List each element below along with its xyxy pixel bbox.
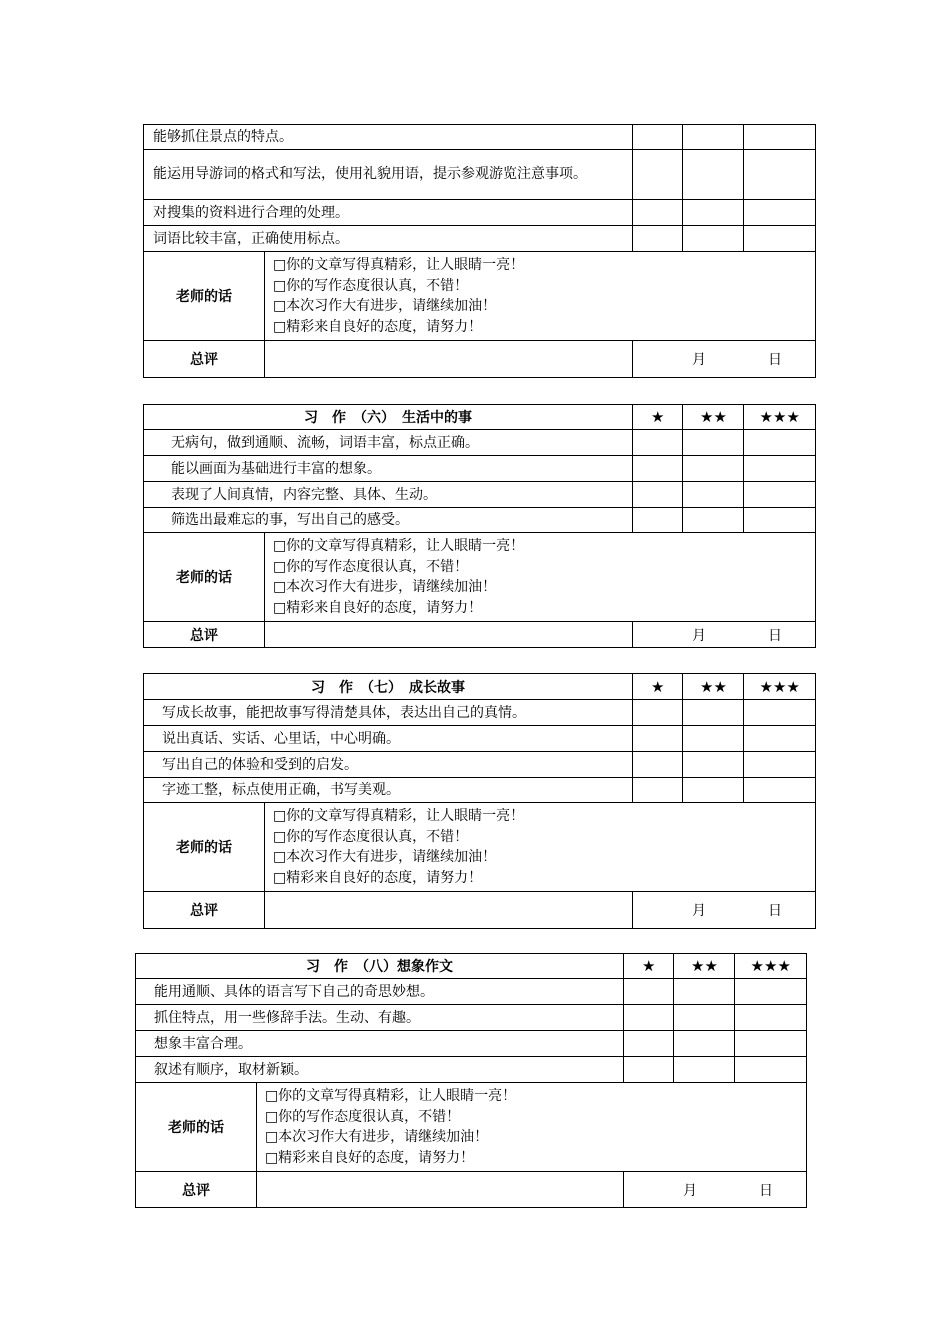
rating-cell-2star[interactable] [683,726,744,752]
summary-field[interactable] [264,341,632,378]
rating-cell-3star[interactable] [744,125,816,150]
rating-cell-1star[interactable] [633,226,683,252]
rating-cell-3star[interactable] [744,430,816,456]
rating-cell-1star[interactable] [633,482,683,508]
criterion: 想象丰富合理。 [136,1031,624,1057]
rating-cell-2star[interactable] [683,778,744,803]
comment-option[interactable]: □你的写作态度很认真，不错！ [272,828,469,845]
rating-cell-3star[interactable] [735,979,807,1005]
rating-cell-1star[interactable] [633,700,683,726]
criterion: 筛选出最难忘的事，写出自己的感受。 [144,508,633,533]
rating-cell-1star[interactable] [623,979,673,1005]
rating-cell-1star[interactable] [623,1005,673,1031]
rating-cell-1star[interactable] [633,778,683,803]
criterion: 能够抓住景点的特点。 [144,125,633,150]
comment-option[interactable]: □精彩来自良好的态度，请努力！ [272,599,483,616]
three-star-header: ★★★ [744,405,816,430]
date-field[interactable] [633,892,816,929]
comment-option[interactable]: □本次习作大有进步，请继续加油！ [272,579,497,595]
rating-cell-1star[interactable] [633,150,683,200]
three-star-header: ★★★ [735,954,807,979]
rubric-table-3 [143,673,816,929]
comment-option[interactable]: □本次习作大有进步，请继续加油！ [272,849,497,865]
criterion: 能以画面为基础进行丰富的想象。 [144,456,633,482]
teacher-comment-options[interactable] [264,533,815,622]
one-star-header: ★ [623,954,673,979]
rating-cell-2star[interactable] [683,700,744,726]
summary-label: 总评 [136,1172,257,1208]
section-title: 习 作 （八）想象作文 [136,954,624,979]
rating-cell-3star[interactable] [744,226,816,252]
teacher-comment-label: 老师的话 [144,803,265,892]
rating-cell-3star[interactable] [744,752,816,778]
rating-cell-3star[interactable] [744,482,816,508]
criterion: 说出真话、实话、心里话，中心明确。 [144,726,633,752]
date-field[interactable] [623,1172,806,1208]
criterion: 词语比较丰富，正确使用标点。 [144,226,633,252]
teacher-comment-label: 老师的话 [144,252,265,341]
section-title: 习 作 （六） 生活中的事 [144,405,633,430]
rating-cell-1star[interactable] [633,456,683,482]
rating-cell-1star[interactable] [623,1057,673,1083]
summary-label: 总评 [144,622,265,648]
rating-cell-3star[interactable] [744,778,816,803]
three-star-header: ★★★ [744,674,816,700]
rating-cell-3star[interactable] [735,1005,807,1031]
two-star-header: ★★ [683,674,744,700]
month-label: 月 [682,1182,697,1199]
criterion: 无病句，做到通顺、流畅，词语丰富，标点正确。 [144,430,633,456]
two-star-header: ★★ [683,405,744,430]
rating-cell-3star[interactable] [735,1057,807,1083]
rating-cell-2star[interactable] [683,226,744,252]
criterion: 表现了人间真情，内容完整、具体、生动。 [144,482,633,508]
comment-option[interactable]: □精彩来自良好的态度，请努力！ [264,1149,475,1166]
rating-cell-2star[interactable] [674,1031,735,1057]
section-title: 习 作 （七） 成长故事 [144,674,633,700]
criterion: 叙述有顺序，取材新颖。 [136,1057,624,1083]
day-label: 日 [758,1182,773,1199]
rubric-table-1 [143,124,816,378]
month-label: 月 [692,352,706,368]
teacher-comment-label: 老师的话 [136,1083,257,1172]
one-star-header: ★ [633,405,683,430]
rating-cell-1star[interactable] [623,1031,673,1057]
rating-cell-1star[interactable] [633,200,683,226]
comment-option[interactable]: □本次习作大有进步，请继续加油！ [272,298,497,314]
rating-cell-3star[interactable] [744,456,816,482]
rating-cell-1star[interactable] [633,508,683,533]
rating-cell-2star[interactable] [683,508,744,533]
rating-cell-3star[interactable] [744,150,816,200]
criterion: 写出自己的体验和受到的启发。 [144,752,633,778]
teacher-comment-options[interactable] [264,803,815,892]
rating-cell-2star[interactable] [674,1005,735,1031]
comment-option[interactable]: □精彩来自良好的态度，请努力！ [272,869,483,886]
day-label: 日 [768,627,782,644]
comment-option[interactable]: □你的文章写得真精彩，让人眼睛一亮！ [272,538,525,554]
teacher-comment-options[interactable] [264,252,815,341]
rating-cell-3star[interactable] [735,1031,807,1057]
summary-label: 总评 [144,341,265,378]
rating-cell-2star[interactable] [683,482,744,508]
teacher-comment-label: 老师的话 [144,533,265,622]
comment-option[interactable]: □你的写作态度很认真，不错！ [272,277,469,294]
summary-field[interactable] [264,892,632,929]
rating-cell-1star[interactable] [633,752,683,778]
criterion: 字迹工整，标点使用正确，书写美观。 [144,778,633,803]
rating-cell-3star[interactable] [744,726,816,752]
criterion: 写成长故事，能把故事写得清楚具体，表达出自己的真情。 [144,700,633,726]
rating-cell-2star[interactable] [683,430,744,456]
comment-option[interactable]: □你的文章写得真精彩，让人眼睛一亮！ [272,257,525,273]
rating-cell-2star[interactable] [674,979,735,1005]
rating-cell-3star[interactable] [744,200,816,226]
rating-cell-2star[interactable] [674,1057,735,1083]
summary-label: 总评 [144,892,265,929]
rating-cell-2star[interactable] [683,200,744,226]
summary-field[interactable] [264,622,632,648]
criterion: 能运用导游词的格式和写法，使用礼貌用语，提示参观游览注意事项。 [144,150,633,200]
comment-option[interactable]: □本次习作大有进步，请继续加油！ [264,1129,489,1145]
rating-cell-2star[interactable] [683,150,744,200]
summary-field[interactable] [256,1172,623,1208]
comment-option[interactable]: □你的写作态度很认真，不错！ [264,1108,461,1125]
rating-cell-1star[interactable] [633,726,683,752]
month-label: 月 [692,627,706,644]
comment-option[interactable]: □精彩来自良好的态度，请努力！ [272,318,483,335]
rating-cell-2star[interactable] [683,752,744,778]
rating-cell-2star[interactable] [683,456,744,482]
rating-cell-2star[interactable] [683,125,744,150]
criterion: 能用通顺、具体的语言写下自己的奇思妙想。 [136,979,624,1005]
date-field[interactable] [633,622,816,648]
rating-cell-3star[interactable] [744,700,816,726]
one-star-header: ★ [633,674,683,700]
day-label: 日 [768,903,782,919]
date-field[interactable] [633,341,816,378]
criterion: 抓住特点，用一些修辞手法。生动、有趣。 [136,1005,624,1031]
rubric-table-4 [135,953,807,1208]
two-star-header: ★★ [674,954,735,979]
comment-option[interactable]: □你的文章写得真精彩，让人眼睛一亮！ [264,1088,517,1104]
teacher-comment-options[interactable] [256,1083,806,1172]
day-label: 日 [768,352,782,368]
rating-cell-3star[interactable] [744,508,816,533]
month-label: 月 [692,903,706,919]
rating-cell-1star[interactable] [633,430,683,456]
comment-option[interactable]: □你的写作态度很认真，不错！ [272,558,469,575]
criterion: 对搜集的资料进行合理的处理。 [144,200,633,226]
rating-cell-1star[interactable] [633,125,683,150]
comment-option[interactable]: □你的文章写得真精彩，让人眼睛一亮！ [272,808,525,824]
rubric-table-2 [143,404,816,648]
